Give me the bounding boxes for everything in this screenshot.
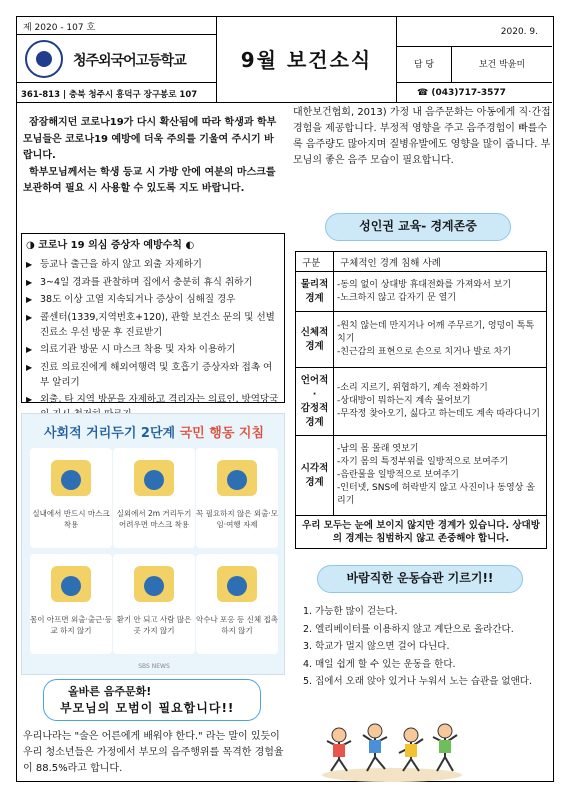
list-item: ▶ 38도 이상 고열 지속되거나 증상이 심해질 경우 [26,292,280,307]
list-item: ▶ 외출, 타 지역 방문을 자제하고 격리자는 의료인, 방역당국 [26,392,280,422]
table-header-row [296,252,547,272]
example-line: -소리 지르기, 위협하기, 계속 전화하기 [337,383,488,393]
example-line: -동의 없이 상대방 휴대전화를 가져와서 보기 [337,279,512,290]
table-row [296,312,547,368]
example-line: -친근감의 표현으로 손으로 치거나 발로 차기 [337,347,512,357]
issue-date: 2020. 9. [397,17,552,47]
section-title-gender: 성인권 교육- 경계존중 [325,213,511,241]
table-row [296,368,547,436]
example-line: -자기 몸의 특정부위를 일방적으로 보여주기 [337,457,509,467]
example-line: -원치 않는데 만지거나 어깨 주무르기, 엉덩이 톡톡 치기 [337,321,535,344]
example-line: -노크하지 않고 갑자기 문 열기 [337,292,457,303]
poster-cell-text: 환기 안 되고 사람 많은 곳 가지 않기 [116,615,192,635]
symptom-guidelines-box [21,233,285,403]
poster-cell [196,448,278,548]
school-box [17,35,217,83]
poster-title-b: 국민 행동 지침 [175,426,265,441]
poster-cell-text: 악수나 포옹 등 신체 접촉 하지 않기 [196,615,278,635]
phone-number: ☎ (043)717-3577 [417,88,506,98]
table-footer: 우리 모두는 눈에 보이지 않지만 경계가 있습니다. 상대방의 경계는 침범하지 않고 존중해야 합니다. [296,516,547,549]
banner-line-2: 부모님의 모범이 필요합니다!! [60,701,235,715]
example-line: -상대방이 뭐하는지 계속 물어보기 [337,396,471,406]
poster-title [22,422,286,441]
table-row [296,272,547,312]
table-row [296,436,547,516]
example-line: -인터넷, SNS에 허락받지 않고 사진이나 동영상 올리기 [337,483,535,506]
symptom-list [26,257,280,422]
poster-cell [30,448,112,548]
poster-cell [196,554,278,654]
list-item: ▶ 콜센터(1339,지역번호+120), 관할 보건소 문의 및 선별진료소 우선 방문 후 진료받기 [26,310,280,340]
poster-cell-text: 몸이 아프면 외출·출근·등교 하지 않기 [30,615,112,635]
poster-cell [30,554,112,654]
example-line: -남의 몸 몰래 엿보기 [337,444,419,454]
manager-label: 담 당 [397,47,452,83]
poster-cell [113,448,195,548]
poster-cell-text: 꼭 필요하지 않은 외출·모임·여행 자제 [196,509,278,529]
banner-line-1: 올바른 음주문화! [68,685,152,698]
row-kind: 언어적 · 감정적 경계 [296,368,334,436]
row-examples [334,312,547,368]
header [17,17,552,103]
poster-cell-text: 실외에서 2m 거리두기 어려우면 마스크 착용 [116,509,192,529]
manager-name: 보건 박윤미 [452,47,552,83]
school-name: 청주외국어고등학교 [73,53,186,69]
list-item: ▶ 의료기관 방문 시 마스크 착용 및 자차 이용하기 [26,342,280,357]
person-icon [61,470,81,490]
list-item: 1. 가능한 많이 걷는다. [303,606,398,617]
col-kind: 구분 [296,252,334,272]
exercise-list [303,603,549,691]
prohibit-icon [227,576,247,596]
distancing-poster [21,413,285,675]
drinking-paragraph-cont: 대한보건협회, 2013) 가정 내 음주문화는 아동에게 직·간접경험을 제공합니다. 부정적 영향을 주고 음주경험이 빠를수록 음주량도 많아지며 질병유발에도 영향을 많이 줍니다. 부모님의 좋은 음주 모습이 필요합니다. [293,107,551,166]
row-kind: 신체적 경계 [296,312,334,368]
poster-source: SBS NEWS [138,663,170,670]
poster-title-a: 사회적 거리두기 2단계 [43,426,176,441]
issue-number: 제 2020 - 107 호 [17,17,217,35]
col-example: 구체적인 경계 침해 사례 [334,252,547,272]
example-line: -무작정 찾아오기, 싫다고 하는데도 계속 따라다니기 [337,409,540,419]
list-item: 4. 매일 쉽게 할 수 있는 운동을 한다. [303,658,456,670]
list-item: 5. 집에서 오래 앉아 있거나 누워서 노는 습관을 없앤다. [303,676,532,687]
example-line: -음란물을 일방적으로 보여주기 [337,470,459,480]
mask-icon [144,470,164,490]
section-title-exercise: 바람직한 운동습관 기르기!! [317,565,523,593]
children-exercising-illustration [317,717,467,783]
row-examples [334,436,547,516]
drinking-culture-banner [43,679,261,721]
symptom-box-title: ◑ 코로나 19 의심 증상자 예방수칙 ◐ [26,240,195,251]
intro-text [23,115,279,198]
table-footer-row [296,516,547,549]
thermometer-icon [61,576,81,596]
prohibit-icon [227,470,247,490]
boundary-table [295,251,547,549]
list-item: 3. 학교가 멀지 않으면 걸어 다닌다. [303,641,450,652]
drinking-paragraph: 우리나라는 "술은 어른에게 배워야 한다." 라는 말이 있듯이 우리 청소년들은 가정에서 부모의 음주행위를 목격한 경험율이 88.5%라고 합니다. [23,731,284,774]
page-title: 9월 보건소식 [217,17,397,103]
poster-cell-text: 실내에서 반드시 마스크 착용 [32,509,110,529]
school-logo-icon [25,40,63,78]
crowd-icon [144,576,164,596]
row-examples [334,272,547,312]
list-item: ▶ 진료 의료진에게 해외여행력 및 호흡기 증상자와 접촉 여부 알리기 [26,360,280,390]
list-item: 2. 엘리베이터를 이용하지 않고 계단으로 올라간다. [303,623,514,635]
row-kind: 물리적 경계 [296,272,334,312]
intro-paragraph: 학부모님께서는 학생 등교 시 가방 안에 여분의 마스크를 보관하여 필요 시 사용할 수 있도록 지도 바랍니다. [23,166,276,194]
row-kind: 시각적 경계 [296,436,334,516]
row-examples [334,368,547,436]
school-address: 361-813 | 충북 청주시 흥덕구 장구봉로 107 [17,83,217,103]
poster-cell [113,554,195,654]
newsletter-frame [16,16,554,782]
list-item: ▶ 3~4일 경과를 관찰하며 집에서 충분히 휴식 취하기 [26,275,280,290]
list-item: ▶ 등교나 출근을 하지 않고 외출 자제하기 [26,257,280,272]
intro-paragraph: 잠잠해지던 코로나19가 다시 확산됨에 따라 학생과 학부모님들은 코로나19 예방에 더욱 주의를 기울여 주시기 바랍니다. [23,117,277,161]
